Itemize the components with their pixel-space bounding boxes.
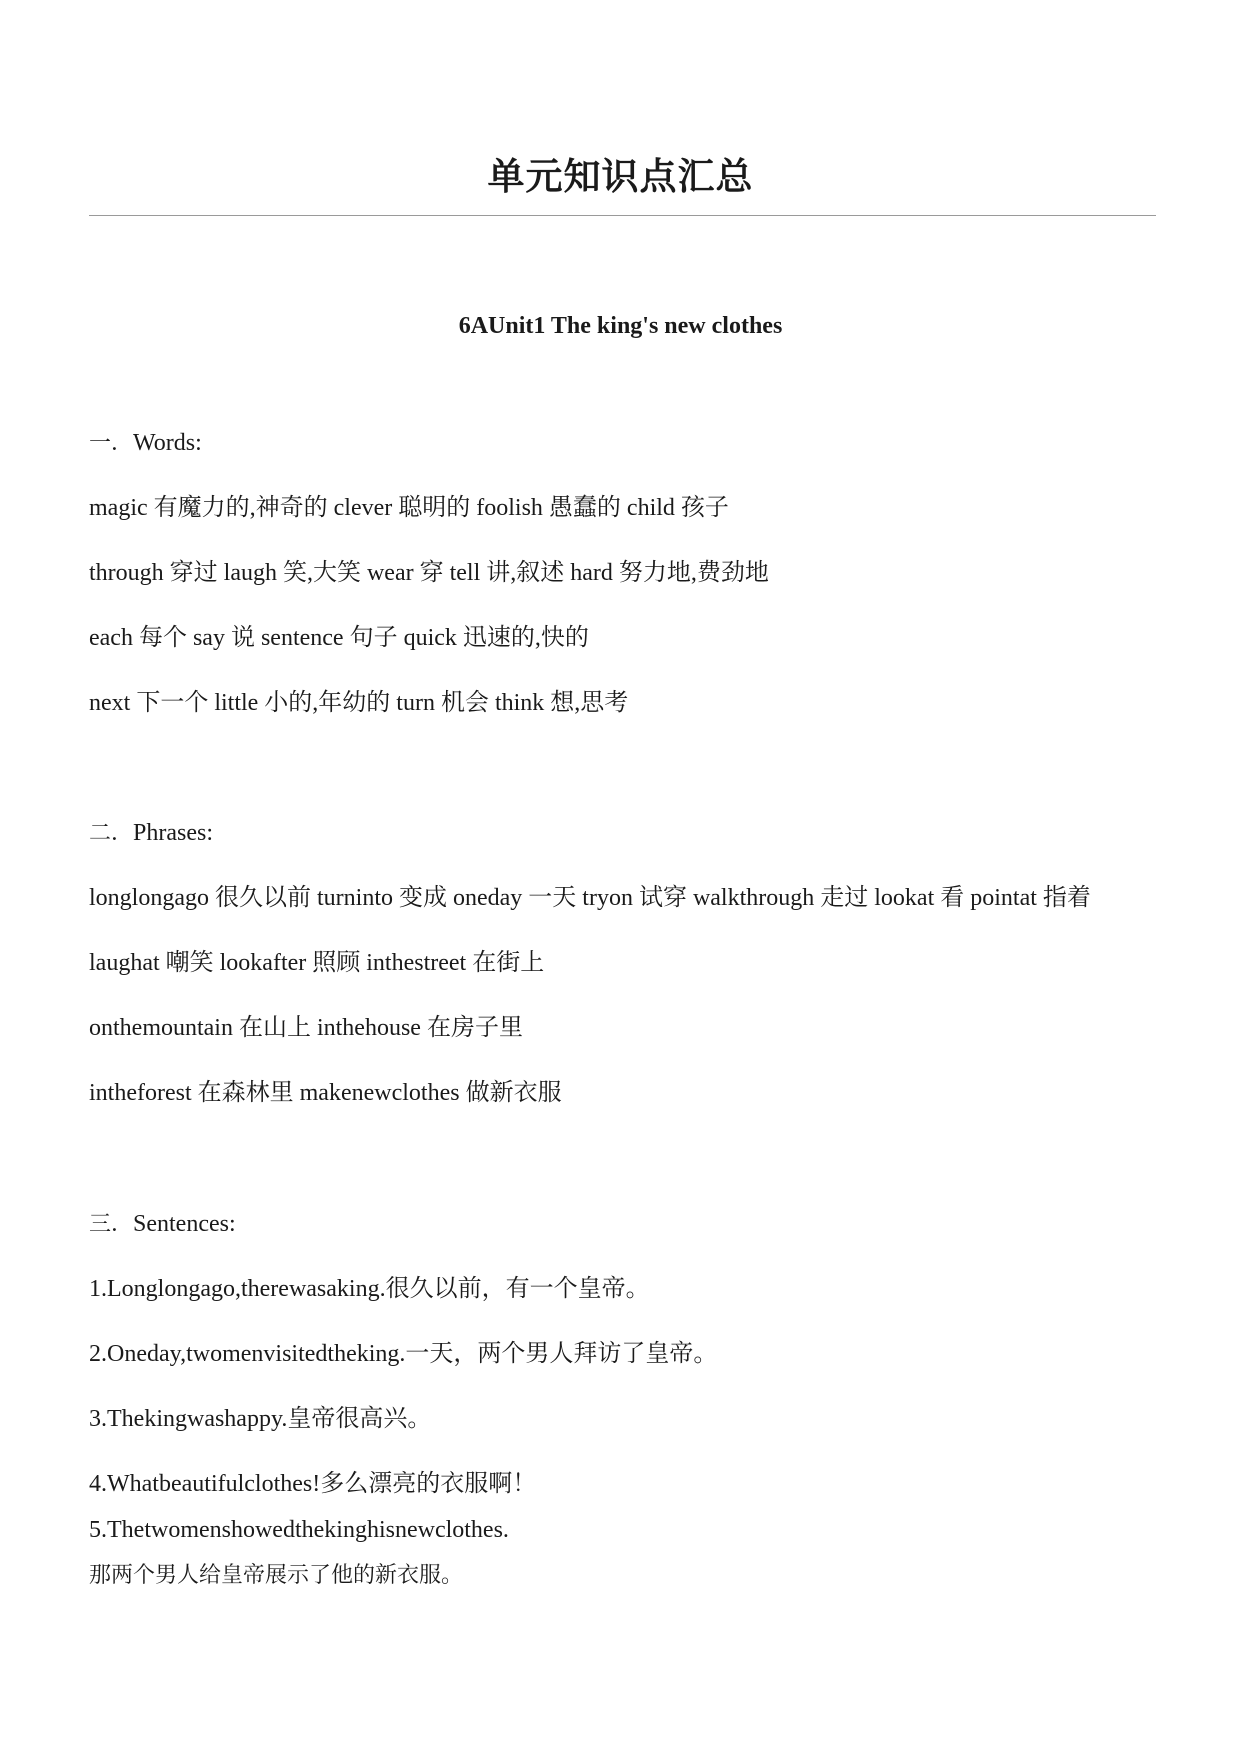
unit-title: 6AUnit1 The king's new clothes [458,313,783,339]
words-line: next 下一个 little 小的,年幼的 turn 机会 think 想,思考 [89,690,629,716]
phrases-line: longlongago 很久以前 turninto 变成 oneday 一天 tryon 试穿 walkthrough 走过 lookat 看 pointat 指着 [89,885,1091,911]
words-heading-label: Words: [133,430,202,456]
sentences-heading-label: Sentences: [133,1211,236,1237]
words-line: magic 有魔力的,神奇的 clever 聪明的 foolish 愚蠢的 child 孩子 [89,495,729,521]
phrases-line: intheforest 在森林里 makenewclothes 做新衣服 [89,1080,562,1106]
title-divider [89,215,1156,216]
words-heading [89,431,202,455]
sentences-heading-number: 三． [89,1212,134,1237]
sentence-line: 2.Oneday,twomenvisitedtheking.一天，两个男人拜访了皇帝。 [89,1341,718,1367]
sentence-line: 3.Thekingwashappy.皇帝很高兴。 [89,1406,432,1432]
phrases-heading-label: Phrases: [133,820,214,846]
words-line: through 穿过 laugh 笑,大笑 wear 穿 tell 讲,叙述 hard 努力地,费劲地 [89,560,769,586]
sentence-translation-line: 那两个男人给皇帝展示了他的新衣服。 [89,1563,464,1588]
phrases-heading-number: 二． [89,821,134,846]
sentences-heading [89,1212,236,1236]
phrases-line: onthemountain 在山上 inthehouse 在房子里 [89,1015,523,1041]
sentence-line: 4.Whatbeautifulclothes!多么漂亮的衣服啊！ [89,1471,537,1497]
sentence-line: 5.Thetwomenshowedthekinghisnewclothes. [89,1517,509,1543]
phrases-heading [89,821,213,845]
words-line: each 每个 say 说 sentence 句子 quick 迅速的,快的 [89,625,589,651]
words-heading-number: 一． [89,431,134,456]
sentence-line: 1.Longlongago,therewasaking.很久以前，有一个皇帝。 [89,1276,650,1302]
page-title: 单元知识点汇总 [487,155,754,198]
phrases-line: laughat 嘲笑 lookafter 照顾 inthestreet 在街上 [89,950,545,976]
